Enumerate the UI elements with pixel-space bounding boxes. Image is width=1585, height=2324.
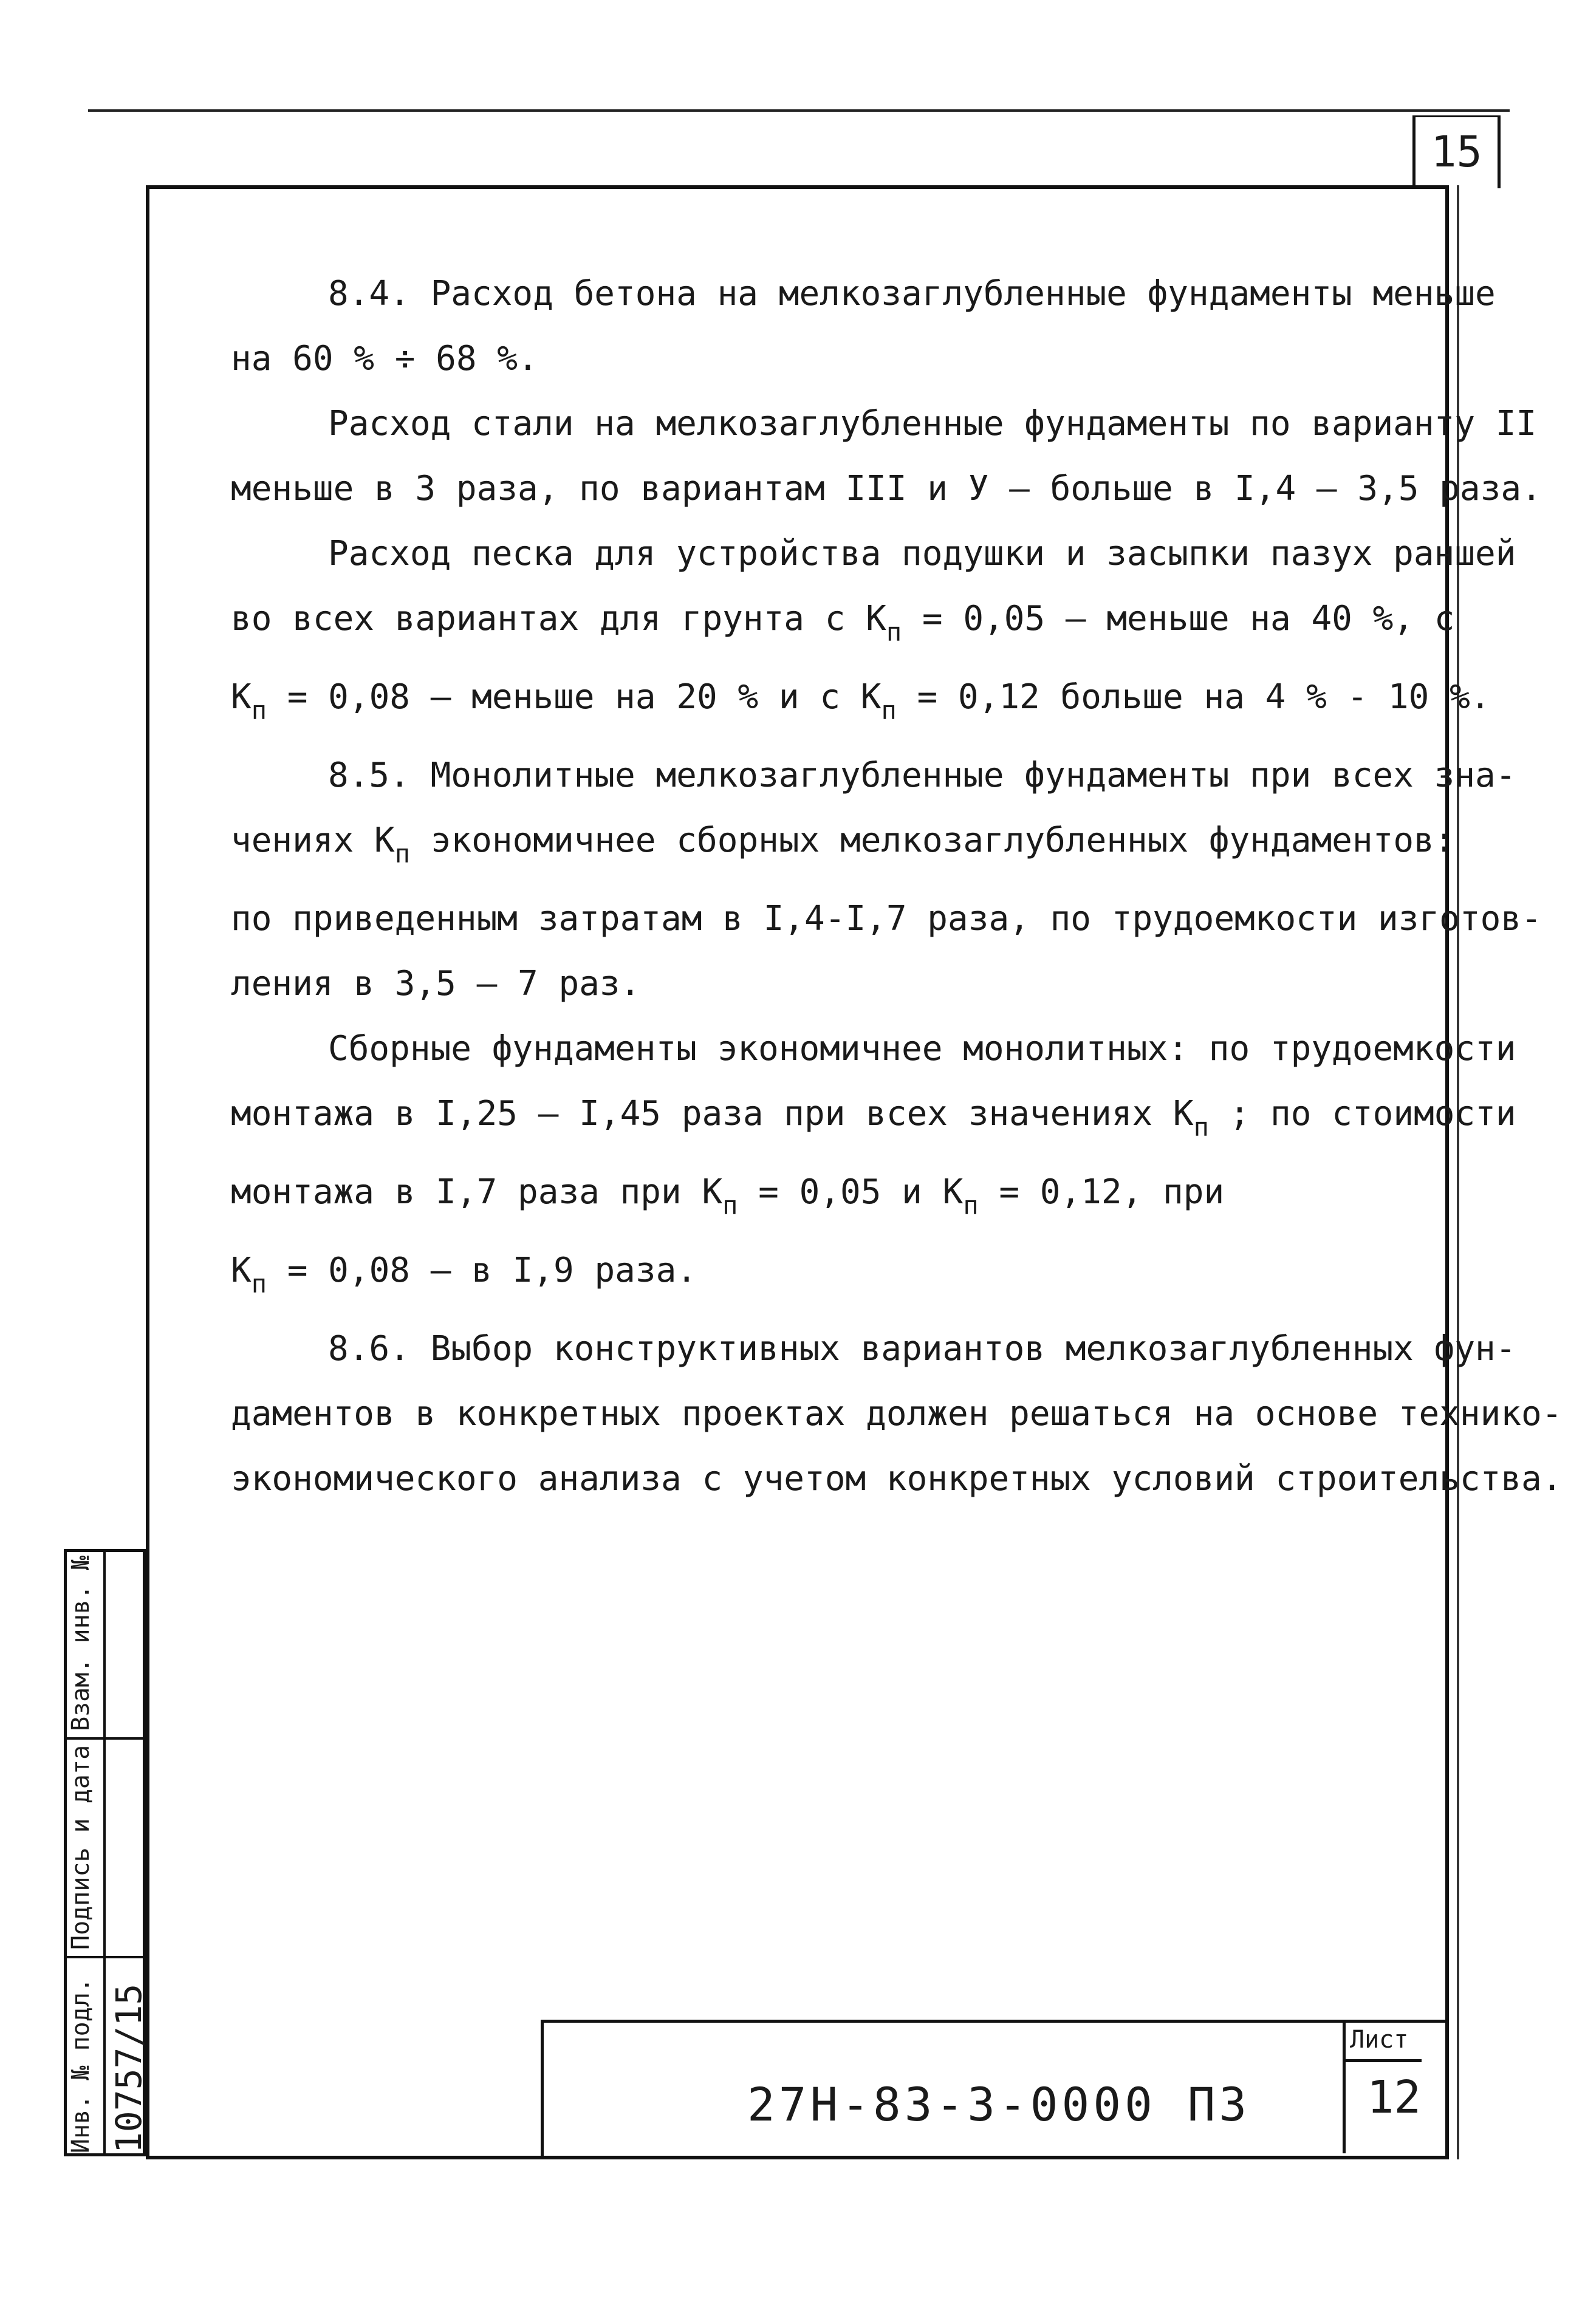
sheet-label: Лист <box>1350 2026 1409 2054</box>
text-line <box>231 1381 1563 1446</box>
text-line <box>231 1160 1434 1238</box>
text-run: во всех вариантах для грунта с К <box>231 599 886 638</box>
subscript: п <box>963 1191 979 1220</box>
text-line <box>231 456 1542 521</box>
text-line <box>231 743 1516 808</box>
text-line <box>231 1081 1516 1160</box>
text-line <box>231 665 1491 743</box>
text-line <box>231 886 1542 951</box>
sheet-divider <box>1343 2059 1422 2062</box>
text-run: = 0,12, при <box>978 1172 1225 1212</box>
text-line <box>231 326 1434 391</box>
sign-date-label: Подпись и дата <box>67 1745 95 1950</box>
text-run: 8.5. Монолитные мелкозаглубленные фундаменты при всех зна- <box>328 756 1516 795</box>
document-code: 27Н-83-3-0000 ПЗ <box>747 2077 1251 2131</box>
text-run: экономического анализа с учетом конкретных условий строительства. <box>231 1459 1563 1499</box>
text-run: = 0,05 и К <box>738 1172 964 1212</box>
text-run: = 0,05 – меньше на 40 %, с <box>902 599 1455 638</box>
text-run: Сборные фундаменты экономичнее монолитных: по трудоемкости <box>328 1029 1516 1068</box>
text-run: меньше в 3 раза, по вариантам III и У – больше в I,4 – 3,5 раза. <box>231 469 1542 508</box>
text-run: = 0,08 – в I,9 раза. <box>267 1251 697 1290</box>
subscript: п <box>251 695 267 725</box>
side-stamp-divider <box>103 1549 106 2156</box>
text-line <box>231 391 1537 456</box>
subscript: п <box>722 1191 738 1220</box>
text-run: монтажа в I,7 раза при К <box>231 1172 723 1212</box>
text-line <box>231 521 1516 586</box>
text-run: = 0,12 больше на 4 % - 10 %. <box>896 677 1491 717</box>
text-line <box>231 808 1455 886</box>
sheet-number: 12 <box>1367 2071 1422 2124</box>
page-number: 15 <box>1412 115 1501 188</box>
text-line <box>231 261 1496 326</box>
text-line <box>231 1238 1434 1316</box>
text-run: 8.6. Выбор конструктивных вариантов мелкозаглубленных фун- <box>328 1329 1516 1369</box>
text-run: К <box>231 677 252 717</box>
text-run: на 60 % ÷ 68 %. <box>231 339 538 378</box>
text-line <box>231 1016 1516 1081</box>
side-stamp-row-divider <box>64 1956 146 1958</box>
text-run: монтажа в I,25 – I,45 раза при всех значениях К <box>231 1094 1194 1133</box>
text-run: ления в 3,5 – 7 раз. <box>231 964 641 1003</box>
text-run: = 0,08 – меньше на 20 % и с К <box>267 677 882 717</box>
text-run: Расход стали на мелкозаглубленные фундаменты по варианту II <box>328 404 1537 443</box>
top-rule <box>88 109 1510 112</box>
text-run: экономичнее сборных мелкозаглубленных фундаментов: <box>410 821 1455 860</box>
body-text <box>231 261 1563 1511</box>
inv-number: 10757/15 <box>108 1983 149 2153</box>
text-run: даментов в конкретных проектах должен решаться на основе технико- <box>231 1394 1563 1434</box>
text-run: чениях К <box>231 821 395 860</box>
text-line <box>231 1316 1516 1381</box>
text-line <box>231 586 1455 665</box>
text-line <box>231 1446 1563 1511</box>
text-line <box>231 951 1434 1016</box>
inv-label: Инв. № подл. <box>67 1978 95 2153</box>
subscript: п <box>251 1269 267 1299</box>
text-run: по приведенным затратам в I,4-I,7 раза, по трудоемкости изготов- <box>231 899 1542 938</box>
text-run: 8.4. Расход бетона на мелкозаглубленные фундаменты меньше <box>328 274 1496 313</box>
text-run: ; по стоимости <box>1208 1094 1516 1133</box>
text-run: К <box>231 1251 252 1290</box>
subscript: п <box>886 617 902 647</box>
replace-inv-label: Взам. инв. № <box>67 1556 95 1731</box>
text-run: Расход песка для устройства подушки и засыпки пазух раншей <box>328 534 1516 573</box>
subscript: п <box>394 839 411 869</box>
subscript: п <box>881 695 897 725</box>
subscript: п <box>1193 1112 1209 1142</box>
side-stamp-row-divider <box>64 1737 146 1740</box>
